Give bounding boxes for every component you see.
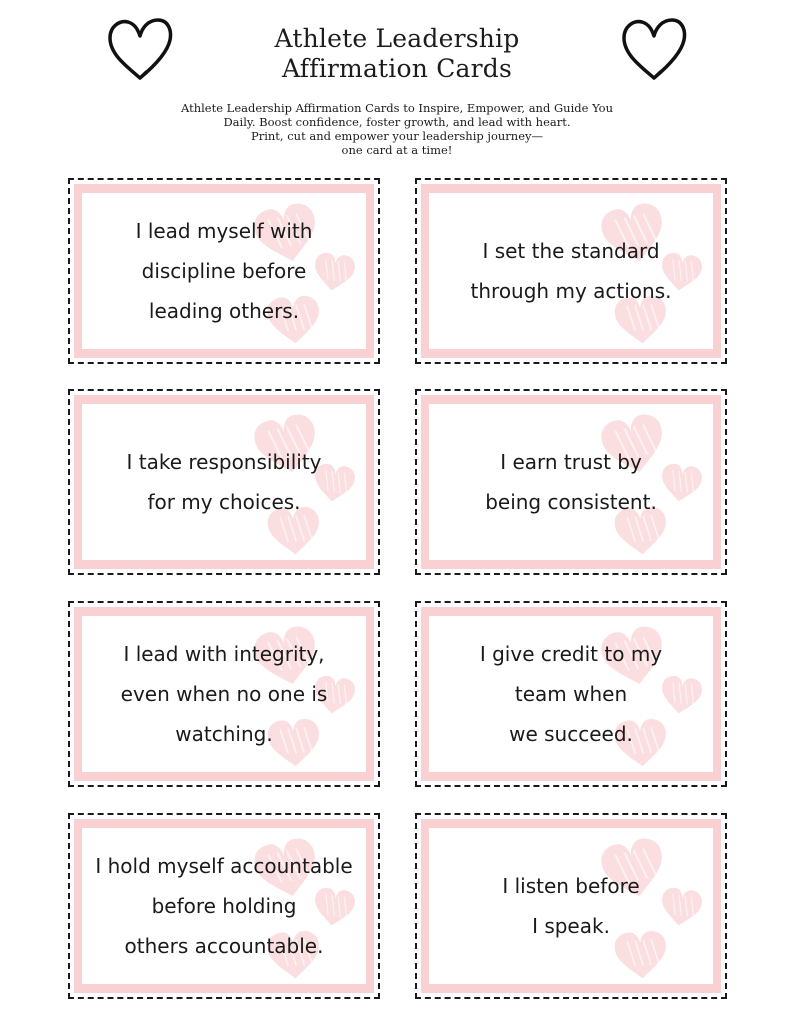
card-line: through my actions.	[470, 279, 672, 303]
card-frame	[421, 819, 721, 993]
card-line: I set the standard	[482, 239, 660, 263]
card-line: being consistent.	[485, 490, 657, 514]
card-line: leading others.	[148, 299, 300, 323]
card-frame	[74, 184, 374, 358]
card-face	[82, 404, 366, 560]
card-text	[429, 828, 713, 984]
affirmation-card	[415, 601, 727, 787]
card-face	[82, 828, 366, 984]
card-frame	[421, 395, 721, 569]
card-line: I listen before	[502, 874, 640, 898]
card-line: I lead with integrity,	[123, 642, 325, 666]
card-text	[429, 193, 713, 349]
card-frame	[421, 184, 721, 358]
card-line: even when no one is	[120, 682, 328, 706]
card-face	[82, 616, 366, 772]
subtitle-line: Print, cut and empower your leadership journey—	[250, 129, 544, 143]
card-line: discipline before	[141, 259, 307, 283]
title-line: Athlete Leadership	[274, 24, 520, 53]
affirmation-card	[68, 178, 380, 364]
card-text	[429, 404, 713, 560]
card-line: I hold myself accountable	[95, 854, 353, 878]
subtitle-line: Daily. Boost confidence, foster growth, and lead with heart.	[223, 115, 571, 129]
card-face	[82, 193, 366, 349]
card-text	[429, 616, 713, 772]
card-line: team when	[514, 682, 628, 706]
affirmation-card	[415, 178, 727, 364]
card-line: I take responsibility	[126, 450, 322, 474]
card-frame	[74, 607, 374, 781]
affirmation-card	[415, 813, 727, 999]
card-text	[82, 404, 366, 560]
card-frame	[74, 819, 374, 993]
card-text	[82, 616, 366, 772]
affirmation-card	[415, 389, 727, 575]
card-line: others accountable.	[124, 934, 324, 958]
card-line: I speak.	[532, 914, 610, 938]
card-frame	[421, 607, 721, 781]
card-line: we succeed.	[509, 722, 633, 746]
affirmation-card	[68, 601, 380, 787]
page-subtitle	[0, 101, 794, 157]
card-line: for my choices.	[147, 490, 301, 514]
card-face	[429, 828, 713, 984]
subtitle-line: one card at a time!	[341, 143, 453, 157]
card-line: watching.	[175, 722, 273, 746]
card-text	[82, 828, 366, 984]
page-title	[0, 24, 794, 84]
subtitle-line: Athlete Leadership Affirmation Cards to Inspire, Empower, and Guide You	[180, 101, 613, 115]
card-line: I give credit to my	[479, 642, 663, 666]
card-line: I earn trust by	[500, 450, 642, 474]
card-line: before holding	[151, 894, 297, 918]
card-text	[82, 193, 366, 349]
card-line: I lead myself with	[135, 219, 313, 243]
affirmation-card	[68, 389, 380, 575]
affirmation-card	[68, 813, 380, 999]
card-face	[429, 404, 713, 560]
card-face	[429, 616, 713, 772]
card-frame	[74, 395, 374, 569]
title-line: Affirmation Cards	[281, 54, 513, 83]
card-face	[429, 193, 713, 349]
